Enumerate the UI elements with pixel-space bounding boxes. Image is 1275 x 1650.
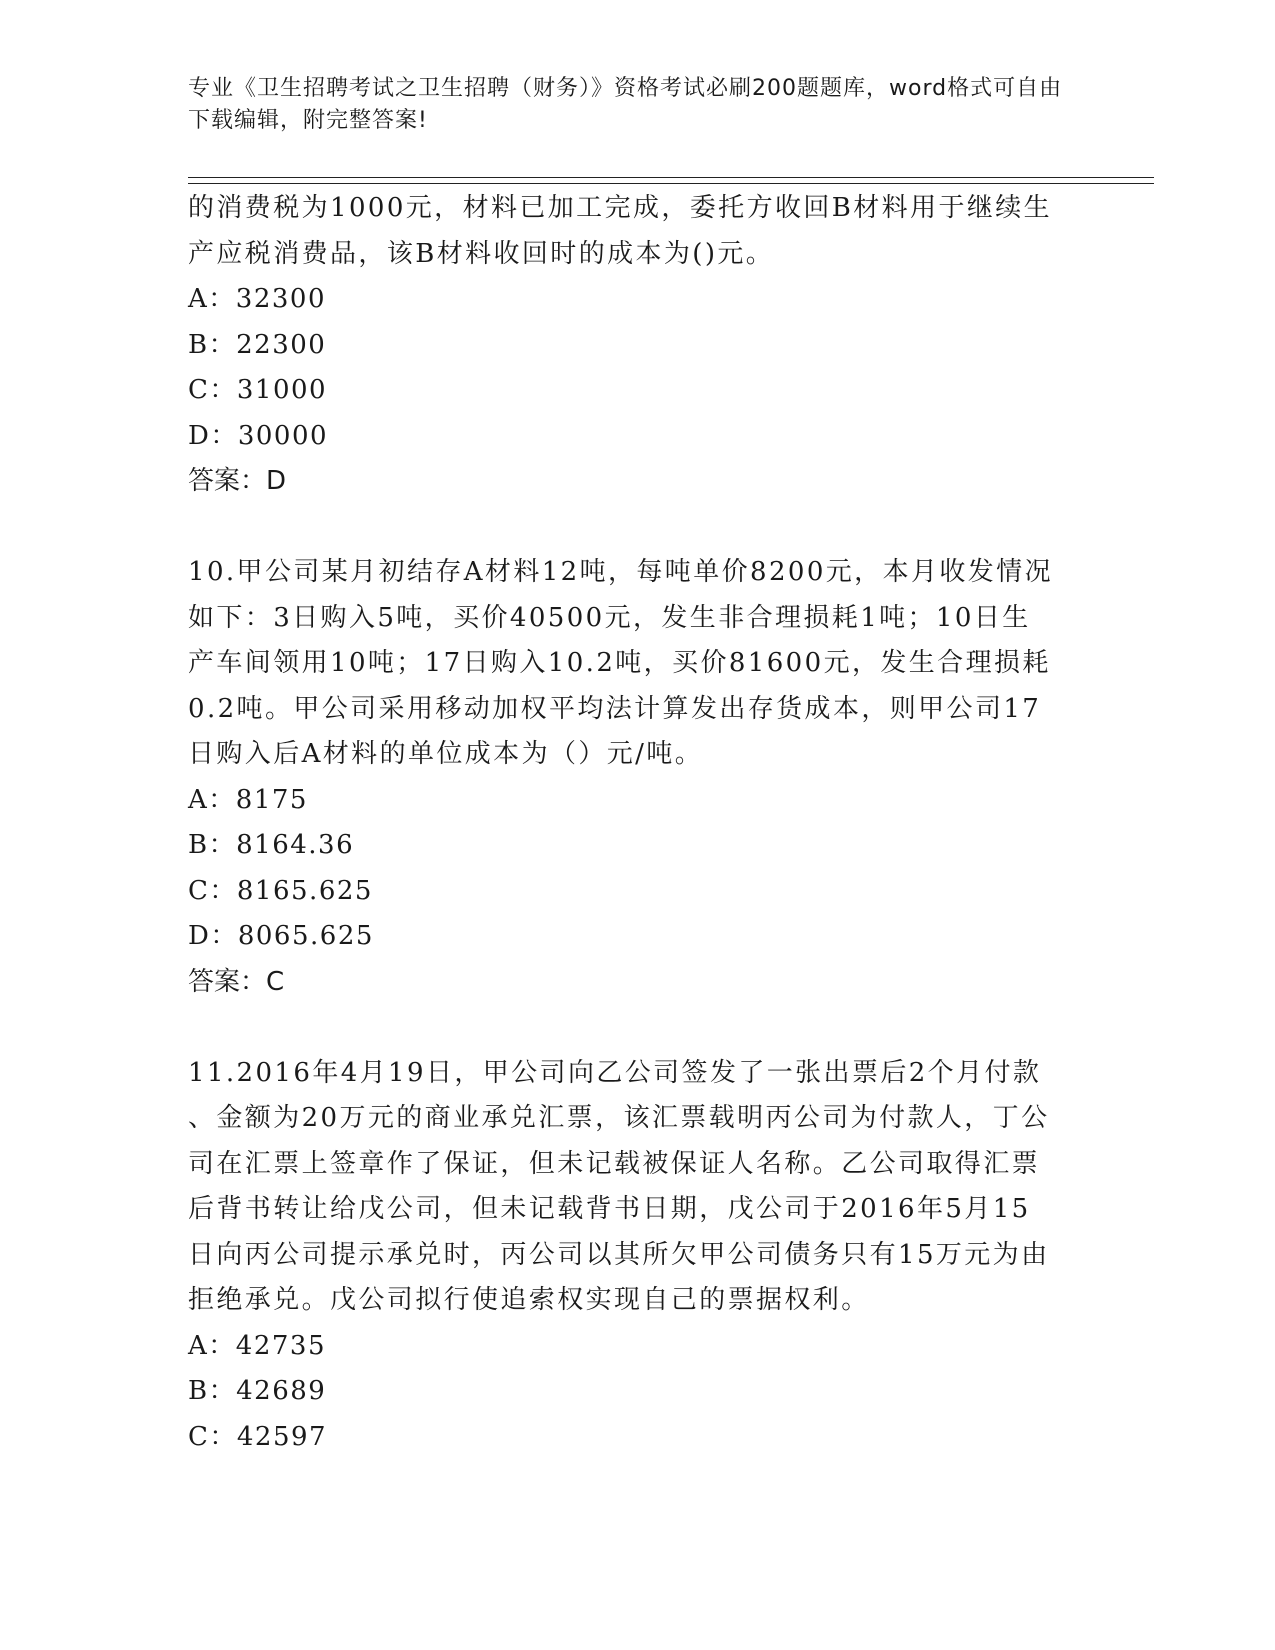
header-divider-bottom [188, 183, 1154, 184]
option-d: D：8065.625 [188, 921, 374, 951]
question-text-line: 11.2016年4月19日，甲公司向乙公司签发了一张出票后2个月付款 [188, 1057, 1042, 1088]
answer-line: 答案：D [188, 466, 287, 496]
document-header: 专业《卫生招聘考试之卫生招聘（财务）》资格考试必刷200题题库，word格式可自由下载编辑，附完整答案! [188, 76, 1063, 133]
question-block [188, 186, 1068, 505]
option-b: B：8164.36 [188, 830, 355, 860]
option-a: A：42735 [188, 1330, 326, 1361]
question-text-line: 的消费税为1000元，材料已加工完成，委托方收回B材料用于继续生 [188, 193, 1053, 223]
question-text-line: 日购入后A材料的单位成本为（）元/吨。 [188, 739, 704, 769]
answer-line: 答案：C [188, 966, 285, 997]
question-text-line: 10.甲公司某月初结存A材料12吨，每吨单价8200元，本月收发情况 [188, 557, 1053, 587]
question-block [188, 550, 1068, 1005]
question-text-line: 司在汇票上签章作了保证，但未记载被保证人名称。乙公司取得汇票 [188, 1148, 1041, 1179]
option-c: C：42597 [188, 1421, 328, 1452]
question-spacer [188, 505, 1068, 551]
document-body [188, 186, 1068, 1460]
question-text-line: 0.2吨。甲公司采用移动加权平均法计算发出存货成本，则甲公司17 [188, 693, 1042, 724]
option-d: D：30000 [188, 420, 329, 451]
question-text-line: 日向丙公司提示承兑时，丙公司以其所欠甲公司债务只有15万元为由 [188, 1239, 1050, 1270]
question-text-line: 、金额为20万元的商业承兑汇票，该汇票载明丙公司为付款人，丁公 [188, 1103, 1050, 1133]
option-a: A：32300 [188, 284, 326, 314]
question-text-line: 产车间领用10吨；17日购入10.2吨，买价81600元，发生合理损耗 [188, 648, 1051, 678]
option-c: C：8165.625 [188, 875, 373, 906]
question-text-line: 如下：3日购入5吨，买价40500元，发生非合理损耗1吨；10日生 [188, 602, 1031, 633]
header-divider-top [188, 177, 1154, 178]
question-text-line: 后背书转让给戊公司，但未记载背书日期，戊公司于2016年5月15 [188, 1194, 1031, 1224]
question-block [188, 1051, 1068, 1461]
question-text-line: 产应税消费品，该B材料收回时的成本为()元。 [188, 238, 775, 269]
option-c: C：31000 [188, 375, 328, 405]
option-a: A：8175 [188, 784, 308, 815]
option-b: B：22300 [188, 329, 327, 360]
question-spacer [188, 1005, 1068, 1051]
option-b: B：42689 [188, 1376, 327, 1406]
question-text-line: 拒绝承兑。戊公司拟行使追索权实现自己的票据权利。 [188, 1285, 870, 1315]
